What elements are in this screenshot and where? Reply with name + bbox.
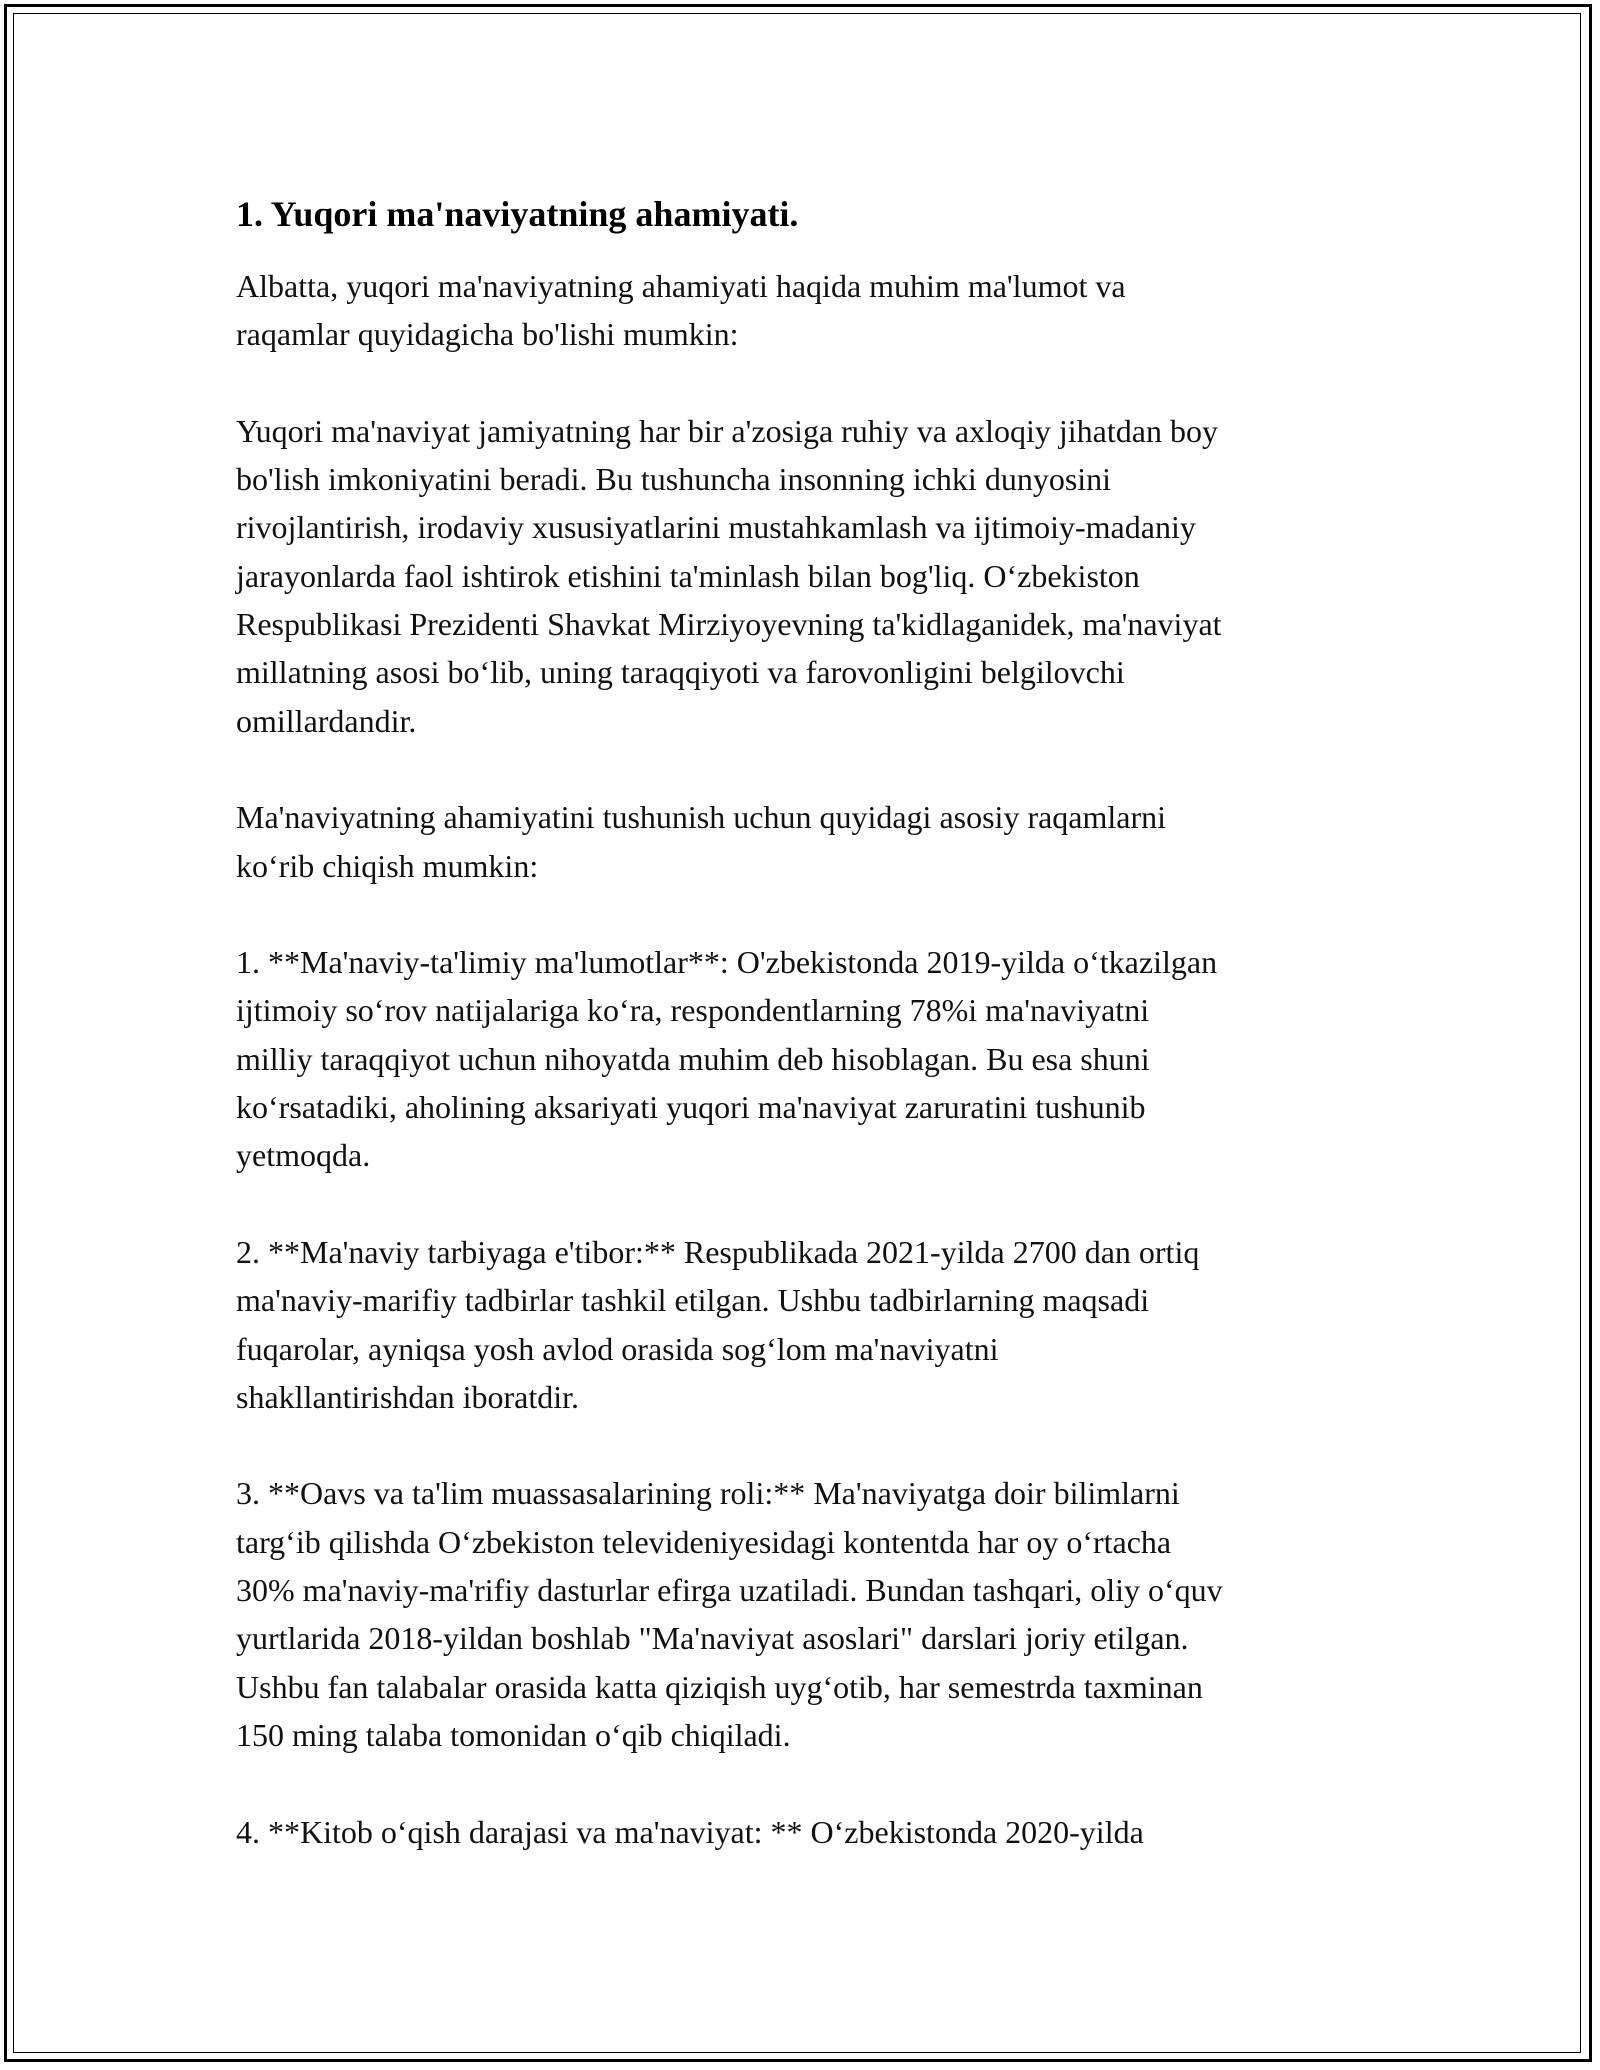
document-body bbox=[236, 190, 1376, 1856]
paragraph-gap bbox=[236, 1180, 1376, 1228]
paragraph-gap bbox=[236, 359, 1376, 407]
figures-intro-paragraph: Ma'naviyatning ahamiyatini tushunish uchun quyidagi asosiy raqamlarni ko‘rib chiqish mumkin: bbox=[236, 799, 1167, 884]
paragraph-gap bbox=[236, 745, 1376, 793]
list-item-1: 1. **Ma'naviy-ta'limiy ma'lumotlar**: O'zbekistonda 2019-yilda o‘tkazilgan ijtimoiy so‘rov natijalariga ko‘ra, respondentlarning 78%i ma'naviyatni milliy taraqqiyot uchun nihoyatda muhim deb hisoblagan. Bu esa shuni ko‘rsatadiki, aholining aksariyati yuqori ma'naviyat zaruratini tushunib yetmoqda. bbox=[236, 944, 1218, 1174]
paragraph-gap bbox=[236, 890, 1376, 938]
paragraph-gap bbox=[236, 1759, 1376, 1807]
intro-paragraph: Albatta, yuqori ma'naviyatning ahamiyati haqida muhim ma'lumot va raqamlar quyidagicha bo'lishi mumkin: bbox=[236, 268, 1126, 353]
list-item-2: 2. **Ma'naviy tarbiyaga e'tibor:** Respublikada 2021-yilda 2700 dan ortiq ma'naviy-marifiy tadbirlar tashkil etilgan. Ushbu tadbirlarning maqsadi fuqarolar, ayniqsa yosh avlod orasida sog‘lom ma'naviyatni shakllantirishdan iboratdir. bbox=[236, 1233, 1200, 1415]
overview-paragraph: Yuqori ma'naviyat jamiyatning har bir a'zosiga ruhiy va axloqiy jihatdan boy bo'lish imkoniyatini beradi. Bu tushuncha insonning ichki dunyosini rivojlantirish, irodaviy xususiyatlarini mustahkamlash va ijtimoiy-madaniy jarayonlarda faol ishtirok etishini ta'minlash bilan bog'liq. O‘zbekiston Respublikasi Prezidenti Shavkat Mirziyoyevning ta'kidlaganidek, ma'naviyat millatning asosi bo‘lib, uning taraqqiyoti va farovonligini belgilovchi omillardandir. bbox=[236, 412, 1222, 739]
section-heading: 1. Yuqori ma'naviyatning ahamiyati. bbox=[236, 194, 799, 234]
list-item-4: 4. **Kitob o‘qish darajasi va ma'naviyat: ** O‘zbekistonda 2020-yilda bbox=[236, 1813, 1144, 1850]
list-item-3: 3. **Oavs va ta'lim muassasalarining roli:** Ma'naviyatga doir bilimlarni targ‘ib qilishda O‘zbekiston televideniyesidagi kontentda har oy o‘rtacha 30% ma'naviy-ma'rifiy dasturlar efirga uzatiladi. Bundan tashqari, oliy o‘quv yurtlarida 2018-yildan boshlab "Ma'naviyat asoslari" darslari joriy etilgan. Ushbu fan talabalar orasida katta qiziqish uyg‘otib, har semestrda taxminan 150 ming talaba tomonidan o‘qib chiqiladi. bbox=[236, 1475, 1223, 1753]
paragraph-gap bbox=[236, 1421, 1376, 1469]
